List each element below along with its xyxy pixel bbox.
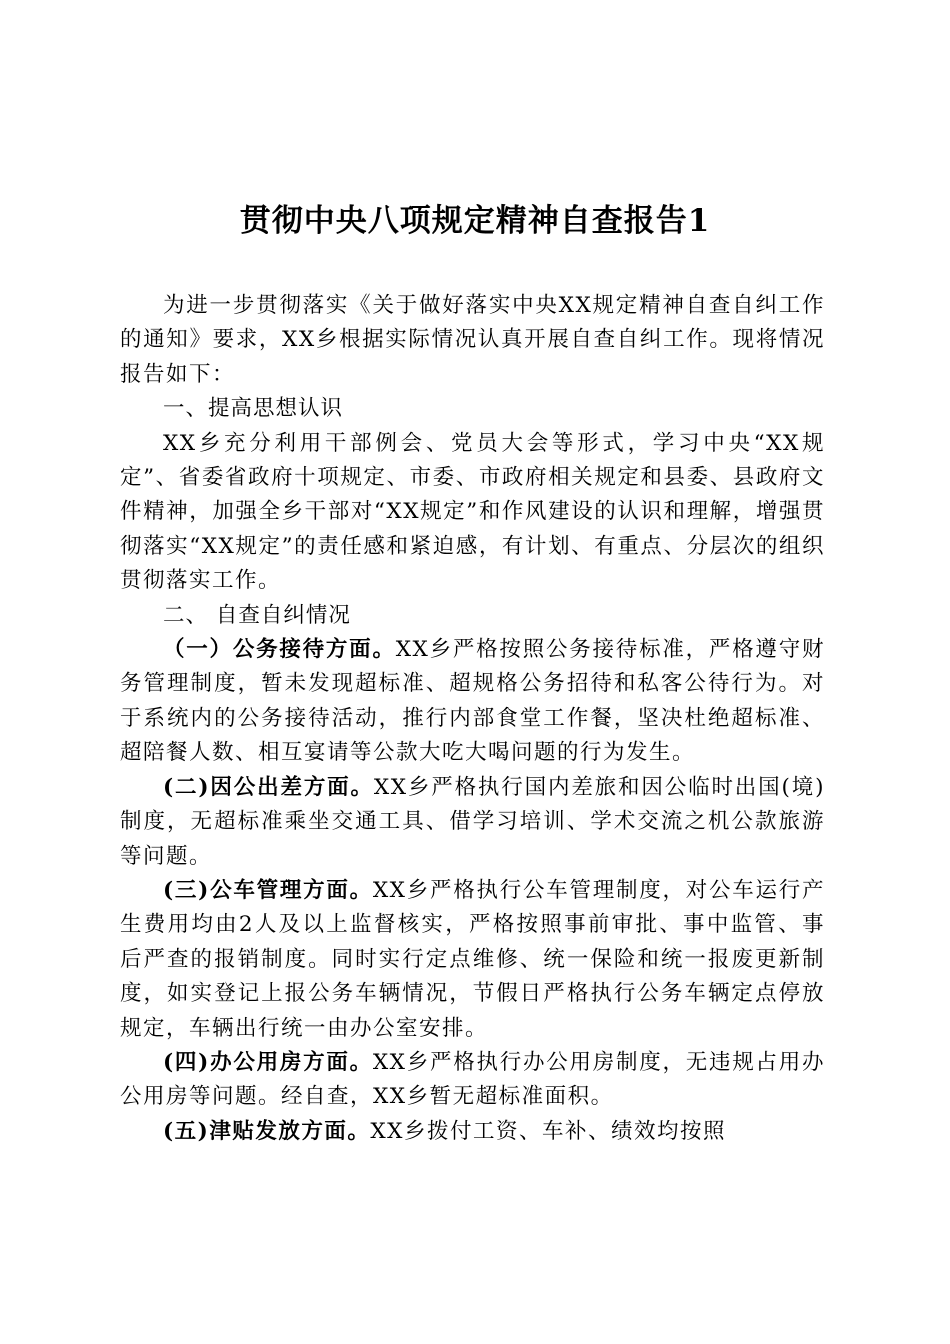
item-paragraph-3 [120, 874, 825, 1046]
item-lead-2: (二)因公出差方面。 [163, 774, 374, 800]
item-text-1: XX乡严格按照公务接待标准，严格遵守财务管理制度，暂未发现超标准、超规格公务招待和私客公待行为。对于系统内的公务接待活动，推行内部食堂工作餐，坚决杜绝超标准、超陪餐人数、相互宴请等公款大吃大喝问题的行为发生。 [120, 637, 825, 766]
intro-paragraph: 为进一步贯彻落实《关于做好落实中央XX规定精神自查自纠工作的通知》要求，XX乡根据实际情况认真开展自查自纠工作。现将情况报告如下： [120, 293, 825, 387]
item-text-5: XX乡拨付工资、车补、绩效均按照 [370, 1118, 726, 1144]
document-body [120, 289, 825, 1149]
document-title: 贯彻中央八项规定精神自查报告1 [239, 203, 711, 239]
item-paragraph-1 [120, 633, 825, 771]
item-lead-4: (四)办公用房方面。 [163, 1049, 373, 1075]
item-paragraph-5 [120, 1115, 825, 1149]
item-lead-1: （一）公务接待方面。 [163, 637, 396, 663]
item-text-3: XX乡严格执行公车管理制度，对公车运行产生费用均由2人及以上监督核实，严格按照事前审批、事中监管、事后严查的报销制度。同时实行定点维修、统一保险和统一报废更新制度，如实登记上报公务车辆情况，节假日严格执行公务车辆定点停放规定，车辆出行统一由办公室安排。 [120, 877, 825, 1041]
item-text-2: XX乡严格执行国内差旅和因公临时出国(境)制度，无超标准乘坐交通工具、借学习培训、学术交流之机公款旅游等问题。 [120, 774, 825, 869]
item-lead-5: (五)津贴发放方面。 [163, 1118, 371, 1144]
section-1-paragraph: XX乡充分利用干部例会、党员大会等形式，学习中央“XX规定”、省委省政府十项规定、市委、市政府相关规定和县委、县政府文件精神，加强全乡干部对“XX规定”和作风建设的认识和理解，增强贯彻落实“XX规定”的责任感和紧迫感，有计划、有重点、分层次的组织贯彻落实工作。 [120, 430, 825, 594]
item-text-4: XX乡严格执行办公用房制度，无违规占用办公用房等问题。经自查，XX乡暂无超标准面积。 [120, 1049, 825, 1110]
item-paragraph-2 [120, 771, 825, 874]
section-heading-1: 一、提高思想认识 [163, 396, 344, 422]
item-paragraph-4 [120, 1046, 825, 1115]
item-lead-3: (三)公车管理方面。 [163, 877, 373, 903]
section-heading-2: 二、 自查自纠情况 [163, 602, 351, 628]
